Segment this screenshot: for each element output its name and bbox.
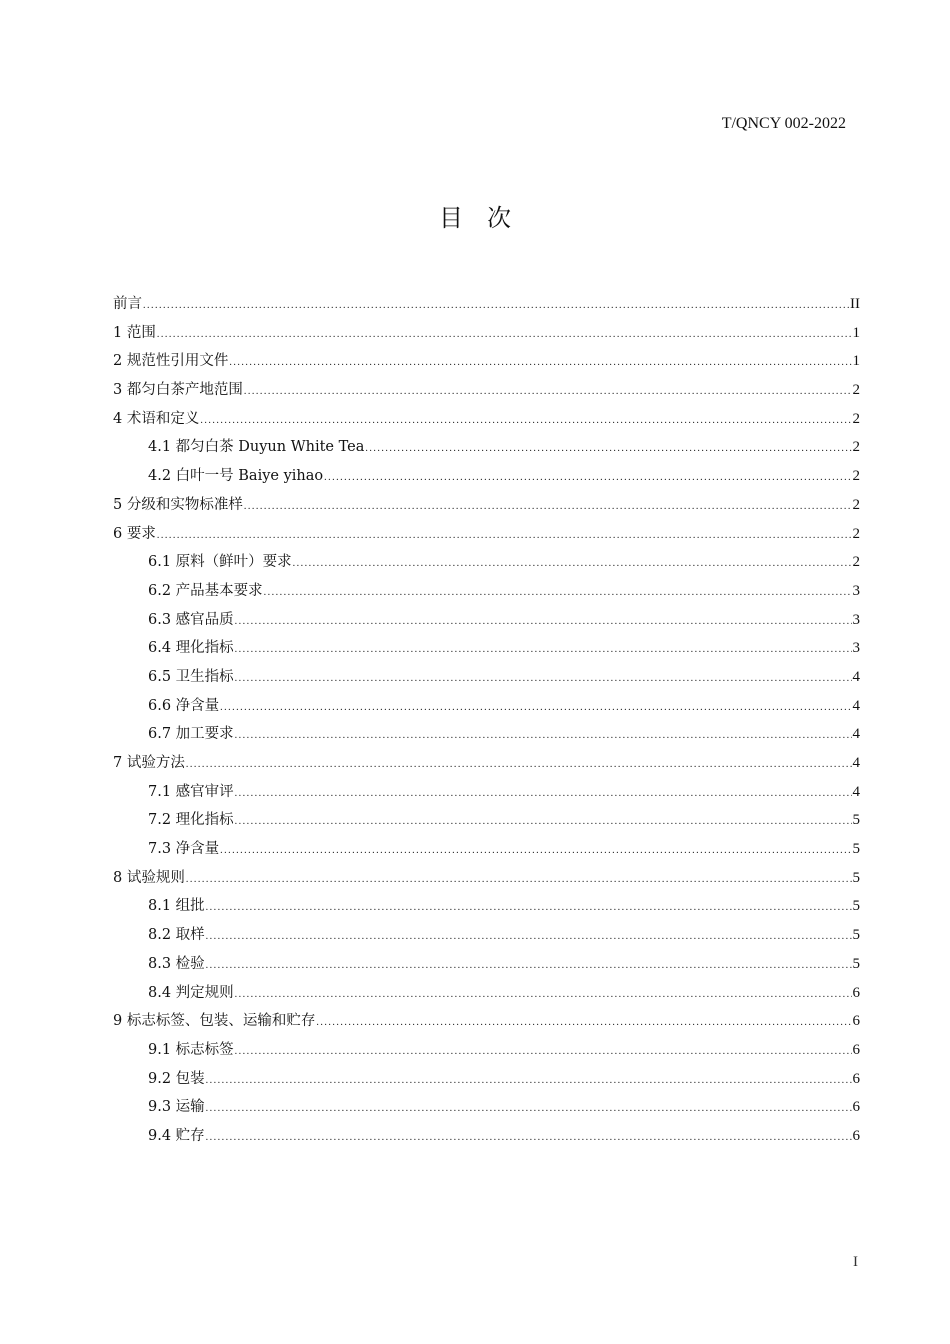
toc-entry-page: 5	[852, 812, 860, 829]
toc-leader-dots	[206, 1067, 852, 1096]
toc-entry-page: 4	[852, 668, 860, 685]
toc-entry[interactable]	[113, 433, 860, 462]
toc-leader-dots	[157, 321, 852, 350]
toc-entry[interactable]	[113, 806, 860, 835]
toc-leader-dots	[316, 1009, 851, 1038]
toc-leader-dots	[293, 550, 852, 579]
toc-entry[interactable]	[113, 720, 860, 749]
toc-leader-dots	[157, 522, 852, 551]
toc-entry-label: 6.2 产品基本要求	[148, 582, 263, 599]
toc-entry-page: 1	[852, 353, 860, 370]
toc-entry-label: 6 要求	[113, 525, 156, 542]
toc-entry-page: 5	[852, 841, 860, 858]
toc-entry-page: 4	[852, 726, 860, 743]
toc-entry-page: 3	[852, 640, 860, 657]
toc-entry-page: 5	[852, 927, 860, 944]
toc-entry-page: 4	[852, 783, 860, 800]
toc-leader-dots	[235, 1038, 852, 1067]
toc-entry[interactable]	[113, 778, 860, 807]
toc-entry-page: 6	[852, 1013, 860, 1030]
toc-entry-label: 2 规范性引用文件	[113, 353, 229, 370]
toc-entry[interactable]	[113, 577, 860, 606]
toc-leader-dots	[206, 923, 852, 952]
toc-leader-dots	[235, 981, 852, 1010]
toc-entry[interactable]	[113, 979, 860, 1008]
toc-entry[interactable]	[113, 520, 860, 549]
toc-entry[interactable]	[113, 462, 860, 491]
toc-entry-page: 4	[852, 697, 860, 714]
toc-entry[interactable]	[113, 347, 860, 376]
toc-entry[interactable]	[113, 663, 860, 692]
toc-entry-label: 9.3 运输	[148, 1099, 205, 1116]
toc-leader-dots	[143, 292, 849, 321]
toc-entry[interactable]	[113, 319, 860, 348]
toc-entry-page: 2	[852, 468, 860, 485]
toc-entry-page: 4	[852, 755, 860, 771]
toc-entry[interactable]	[113, 491, 860, 520]
toc-entry-label: 7.2 理化指标	[148, 812, 234, 829]
toc-leader-dots	[206, 1095, 852, 1124]
toc-entry[interactable]	[113, 835, 860, 864]
toc-entry-label: 8.1 组批	[148, 898, 205, 915]
toc-leader-dots	[235, 780, 852, 809]
toc-entry-label: 8.4 判定规则	[148, 984, 234, 1001]
toc-entry-label: 9.2 包装	[148, 1070, 205, 1087]
toc-leader-dots	[235, 808, 852, 837]
toc-leader-dots	[186, 751, 852, 780]
toc-entry[interactable]	[113, 1036, 860, 1065]
page-title: 目次	[439, 204, 535, 232]
toc-entry-label: 6.3 感官品质	[148, 611, 234, 628]
toc-entry-label: 3 都匀白茶产地范围	[113, 382, 243, 399]
toc-entry-label: 8 试验规则	[113, 869, 185, 886]
toc-entry-page: 2	[852, 439, 860, 456]
toc-entry-label: 9.1 标志标签	[148, 1041, 234, 1058]
toc-entry-page: 2	[852, 554, 860, 571]
toc-entry-page: 6	[852, 1070, 860, 1087]
toc-entry[interactable]	[113, 1065, 860, 1094]
toc-entry[interactable]	[113, 892, 860, 921]
toc-entry-label: 7.1 感官审评	[148, 783, 234, 800]
toc-leader-dots	[235, 636, 852, 665]
toc-entry-label: 6.1 原料（鲜叶）要求	[148, 554, 292, 571]
toc-entry-page: 2	[852, 382, 860, 399]
toc-entry[interactable]	[113, 606, 860, 635]
toc-entry-label: 6.5 卫生指标	[148, 668, 234, 685]
toc-leader-dots	[365, 435, 851, 464]
toc-entry-page: 6	[852, 1041, 860, 1058]
toc-entry-page: 6	[852, 1099, 860, 1116]
toc-entry[interactable]	[113, 921, 860, 950]
toc-entry-page: 3	[852, 611, 860, 628]
toc-entry-page: 2	[852, 410, 860, 427]
toc-entry[interactable]	[113, 1122, 860, 1151]
toc-leader-dots	[220, 694, 851, 723]
toc-leader-dots	[229, 349, 851, 378]
toc-leader-dots	[235, 722, 852, 751]
toc-entry[interactable]	[113, 864, 860, 893]
toc-entry-label: 6.6 净含量	[148, 697, 220, 714]
toc-entry-label: 8.3 检验	[148, 955, 205, 972]
toc-entry-page: 1	[852, 324, 860, 341]
toc-entry-label: 9 标志标签、包装、运输和贮存	[113, 1013, 316, 1030]
toc-entry[interactable]	[113, 950, 860, 979]
toc-entry-page: 5	[852, 869, 860, 886]
toc-entry[interactable]	[113, 1007, 860, 1036]
toc-entry-label: 1 范围	[113, 324, 156, 341]
toc-entry-label: 6.4 理化指标	[148, 640, 234, 657]
toc-entry-label: 7.3 净含量	[148, 841, 220, 858]
toc-leader-dots	[200, 407, 851, 436]
toc-entry-label: 7 试验方法	[113, 755, 185, 771]
toc-entry-label: 8.2 取样	[148, 927, 205, 944]
toc-entry-label: 9.4 贮存	[148, 1127, 205, 1144]
toc-leader-dots	[186, 866, 852, 895]
toc-entry[interactable]	[113, 376, 860, 405]
toc-leader-dots	[324, 464, 851, 493]
toc-entry-page: 6	[852, 984, 860, 1001]
toc-entry[interactable]	[113, 548, 860, 577]
toc-leader-dots	[206, 894, 852, 923]
toc-entry-page: 5	[852, 898, 860, 915]
toc-entry-label: 4.1 都匀白茶 Duyun White Tea	[148, 439, 365, 456]
toc-leader-dots	[264, 579, 852, 608]
toc-entry-page: 2	[852, 496, 860, 513]
toc-entry-page: II	[850, 296, 860, 312]
toc-entry-label: 前言	[113, 296, 142, 312]
toc-entry-label: 5 分级和实物标准样	[113, 496, 243, 513]
toc-leader-dots	[220, 837, 851, 866]
toc-entry-page: 5	[852, 955, 860, 972]
toc-leader-dots	[235, 665, 852, 694]
document-code: T/QNCY 002-2022	[721, 115, 846, 132]
toc-entry-label: 6.7 加工要求	[148, 726, 234, 743]
toc-leader-dots	[206, 1124, 852, 1153]
toc-leader-dots	[235, 608, 852, 637]
table-of-contents	[113, 290, 860, 1151]
toc-entry[interactable]	[113, 290, 860, 319]
toc-entry[interactable]	[113, 692, 860, 721]
toc-leader-dots	[244, 493, 852, 522]
page-number: I	[853, 1254, 858, 1270]
toc-entry-label: 4 术语和定义	[113, 410, 200, 427]
toc-entry-page: 3	[852, 582, 860, 599]
toc-leader-dots	[244, 378, 852, 407]
toc-leader-dots	[206, 952, 852, 981]
toc-entry[interactable]	[113, 749, 860, 778]
toc-entry[interactable]	[113, 1093, 860, 1122]
toc-entry-label: 4.2 白叶一号 Baiye yihao	[148, 468, 324, 485]
toc-entry[interactable]	[113, 405, 860, 434]
toc-entry-page: 6	[852, 1127, 860, 1144]
toc-entry-page: 2	[852, 525, 860, 542]
toc-entry[interactable]	[113, 634, 860, 663]
